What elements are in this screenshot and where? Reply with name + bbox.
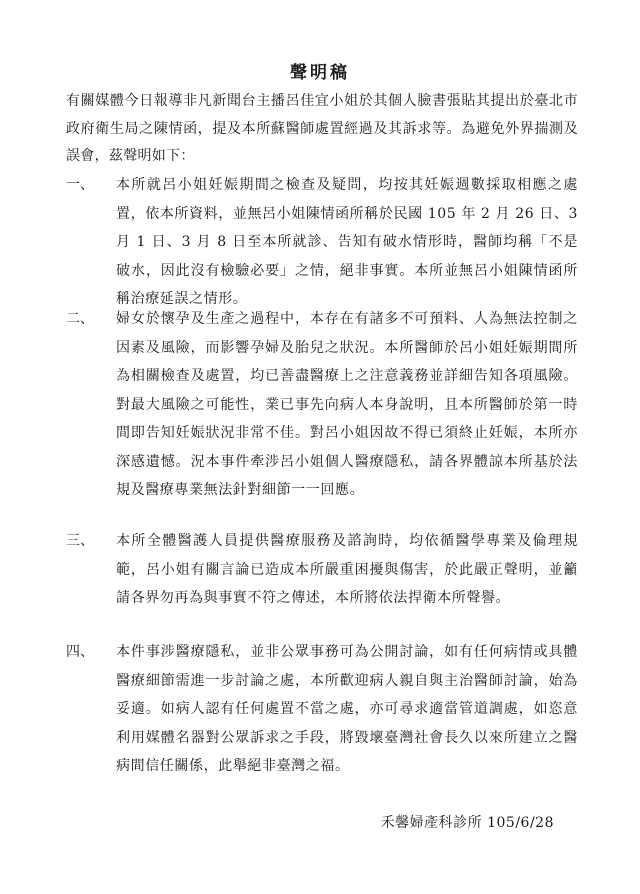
- section-text: 本所就呂小姐妊娠期間之檢查及疑問，均按其妊娠週數採取相應之處置，依本所資料，並無呂小姐陳情函所稱於民國 105 年 2 月 26 日、3 月 1 日、3 月 8 日至本所就診、告知有破水情形時，醫師均稱「不是破水，因此沒有檢驗必要」之情，絕非事實。本所並無呂小姐陳情函所稱治療延誤之情形。: [116, 177, 578, 307]
- section-3: [66, 527, 578, 613]
- section-text: 本件事涉醫療隱私，並非公眾事務可為公開討論，如有任何病情或具體醫療細節需進一步討論之處，本所歡迎病人親自與主治醫師討論，始為妥適。如病人認有任何處置不當之處，亦可尋求適當管道調處，如恣意利用媒體名器對公眾訴求之手段，將毀壞臺灣社會長久以來所建立之醫病間信任關係，此舉絕非臺灣之福。: [116, 644, 578, 774]
- section-text: 本所全體醫護人員提供醫療服務及諮詢時，均依循醫學專業及倫理規範，呂小姐有關言論已造成本所嚴重困擾與傷害，於此嚴正聲明，並籲請各界勿再為與事實不符之傳述，本所將依法捍衛本所聲譽。: [116, 533, 578, 606]
- signature: 禾馨婦產科診所 105/6/28: [380, 815, 554, 831]
- section-1: [66, 171, 578, 314]
- section-number: 四、: [66, 644, 94, 660]
- intro-paragraph: 有關媒體今日報導非凡新聞台主播呂佳宜小姐於其個人臉書張貼其提出於臺北市政府衛生局之陳情函，提及本所蘇醫師處置經過及其訴求等。為避免外界揣測及誤會，茲聲明如下：: [66, 93, 578, 164]
- document-title: 聲明稿: [290, 63, 350, 83]
- section-2: [66, 305, 578, 505]
- section-number: 一、: [66, 177, 94, 193]
- section-number: 二、: [66, 311, 94, 327]
- section-4: [66, 638, 578, 781]
- section-text: 婦女於懷孕及生產之過程中，本存在有諸多不可預料、人為無法控制之因素及風險，而影響孕婦及胎兒之狀況。本所醫師於呂小姐妊娠期間所為相關檢查及處置，均已善盡醫療上之注意義務並詳細告知各項風險。對最大風險之可能性，業已事先向病人本身說明，且本所醫師於第一時間即告知妊娠狀況非常不佳。對呂小姐因故不得已須終止妊娠，本所亦深感遺憾。況本事件牽涉呂小姐個人醫療隱私，請各界體諒本所基於法規及醫療專業無法針對細節一一回應。: [116, 311, 578, 498]
- section-number: 三、: [66, 533, 94, 549]
